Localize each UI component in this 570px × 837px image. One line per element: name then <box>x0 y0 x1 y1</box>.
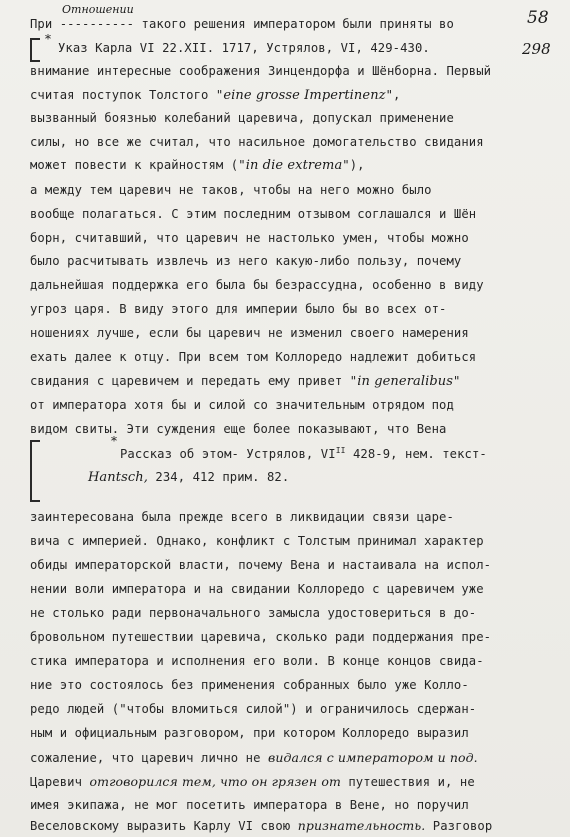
text-line: угроз царя. В виду этого для империи было бы во всех от- <box>30 302 447 316</box>
text-line <box>30 374 460 389</box>
text-line <box>30 158 365 173</box>
text-line: внимание интересные соображения Зинцендорфа и Шёнборна. Первый <box>30 64 492 78</box>
handwritten-insertion: признательность. <box>297 818 426 833</box>
text-line: не столько ради первоначального замысла удостовериться в до- <box>30 606 477 620</box>
text-fragment: ", <box>385 88 401 102</box>
page-number-upper: 58 <box>527 8 549 28</box>
text-line: было расчитывать извлечь из него какую-либо пользу, почему <box>30 254 462 268</box>
text-fragment: свидания с царевичем и передать ему привет " <box>30 374 358 388</box>
text-fragment: Веселовскому выразить Карлу VI свою <box>30 819 298 833</box>
text-line: борн, считавший, что царевич не настолько умен, чтобы можно <box>30 231 469 245</box>
superscript: II <box>335 446 346 455</box>
text-fragment: считая поступок Толстого " <box>30 88 224 102</box>
footnote-text <box>120 446 487 461</box>
text-line: видом свиты. Эти суждения еще более показывают, что Вена <box>30 422 447 436</box>
text-line: имея экипажа, не мог посетить императора в Вене, но поручил <box>30 798 469 812</box>
text-line: вызванный боязнью колебаний царевича, допускал применение <box>30 111 454 125</box>
text-line <box>30 818 492 833</box>
text-line: обиды императорской власти, почему Вена и настаивала на испол- <box>30 558 492 572</box>
text-line: редо людей ("чтобы вломиться силой") и ограничилось сдержан- <box>30 702 477 716</box>
text-fragment: путешествия и, не <box>340 775 475 789</box>
text-line: бровольном путешествии царевича, сколько ради поддержания пре- <box>30 630 492 644</box>
text-line: от императора хотя бы и силой со значительным отрядом под <box>30 398 454 412</box>
handwritten-insertion: видался с императором и под. <box>268 750 478 765</box>
handwritten-annotation: Отношении <box>62 3 134 16</box>
handwritten-insertion: Hantsch, <box>88 470 148 485</box>
text-line: вича с империей. Однако, конфликт с Толстым принимал характер <box>30 534 484 548</box>
footnote-bracket <box>30 440 40 502</box>
text-line: заинтересована была прежде всего в ликвидации связи царе- <box>30 510 454 524</box>
text-fragment: 428-9, нем. текст- <box>345 447 487 462</box>
handwritten-insertion: eine grosse Impertinenz <box>223 88 386 103</box>
text-fragment: 234, 412 прим. 82. <box>147 470 290 484</box>
handwritten-insertion: отговорился тем, что он грязен от <box>89 774 341 789</box>
text-line: вообще полагаться. С этим последним отзывом соглашался и Шён <box>30 207 477 221</box>
handwritten-insertion: in generalibus <box>357 374 454 389</box>
text-line: а между тем царевич не таков, чтобы на него можно было <box>30 183 432 197</box>
text-line: ным и официальным разговором, при котором Коллоредо выразил <box>30 726 469 740</box>
text-fragment: Рассказ об этом- Устрялов, VI <box>120 447 336 462</box>
text-line: При ---------- такого решения императором были приняты во <box>30 17 454 31</box>
footnote-marker: * <box>111 434 117 448</box>
text-line <box>30 774 475 789</box>
footnote-bracket <box>30 38 40 62</box>
text-fragment: сожаление, что царевич лично не <box>30 751 268 765</box>
text-fragment: Царевич <box>30 775 90 789</box>
text-line: ехать далее к отцу. При всем том Коллоредо надлежит добиться <box>30 350 477 364</box>
text-line: стика императора и исполнения его воли. В конце концов свида- <box>30 654 484 668</box>
text-line: дальнейшая поддержка его была бы безрассудна, особенно в виду <box>30 278 484 292</box>
text-line: силы, но все же считал, что насильное домогательство свидания <box>30 135 484 149</box>
handwritten-insertion: in die extrema <box>245 158 343 173</box>
text-fragment: Разговор <box>425 819 493 833</box>
text-line: нении воли императора и на свидании Коллоредо с царевичем уже <box>30 582 484 596</box>
page-number-lower: 298 <box>522 40 551 58</box>
footnote-marker: * <box>45 32 51 46</box>
text-line <box>30 88 401 103</box>
text-fragment: может повести к крайностям (" <box>30 158 246 172</box>
footnote-text <box>88 470 289 485</box>
text-line: ношениях лучше, если бы царевич не изменил своего намерения <box>30 326 469 340</box>
text-line <box>30 750 478 765</box>
text-fragment: "), <box>342 158 365 172</box>
text-fragment: " <box>453 374 461 388</box>
footnote-text: Указ Карла VI 22.XII. 1717, Устрялов, VI, 429-430. <box>58 41 430 55</box>
text-line: ние это состоялось без применения собранных было уже Колло- <box>30 678 469 692</box>
